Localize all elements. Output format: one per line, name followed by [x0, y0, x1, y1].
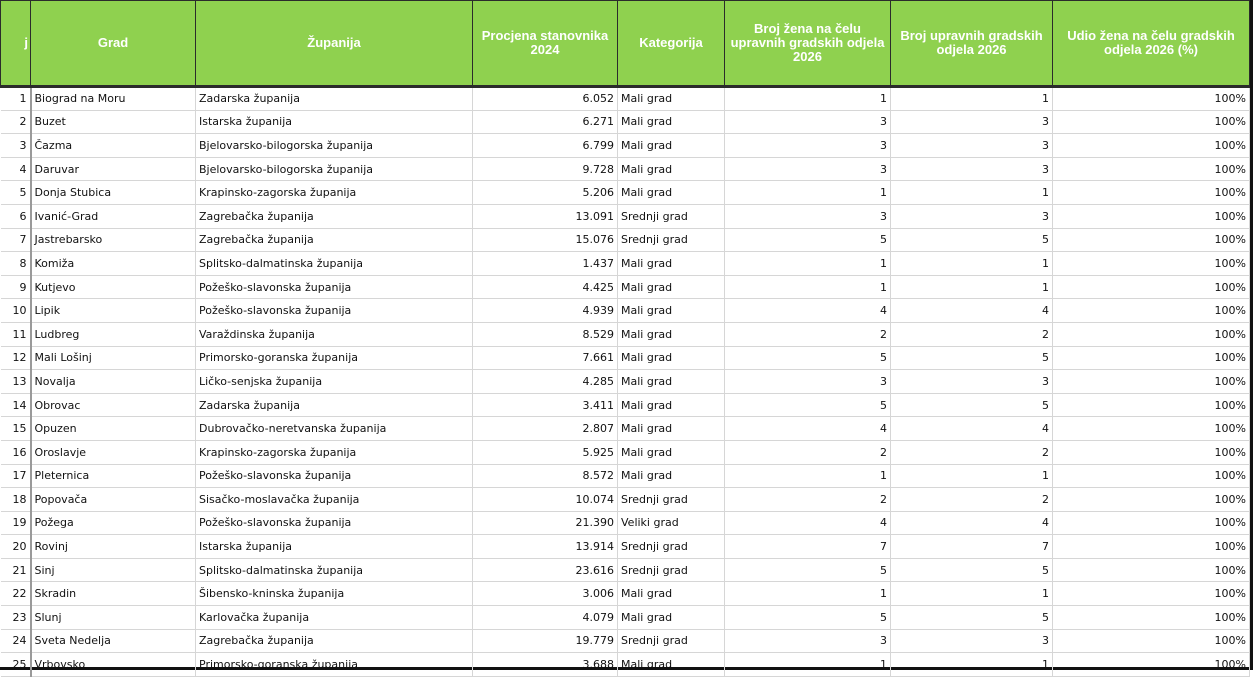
cell-broj-odjela[interactable]: 5: [891, 228, 1053, 252]
cell-zupanija[interactable]: Karlovačka županija: [196, 606, 473, 630]
cell-grad[interactable]: Daruvar: [31, 157, 196, 181]
column-header-rank[interactable]: j: [1, 1, 31, 87]
cell-udio[interactable]: 100%: [1053, 346, 1250, 370]
cell-udio[interactable]: 100%: [1053, 157, 1250, 181]
cell-broj-zena[interactable]: 5: [725, 393, 891, 417]
cell-udio[interactable]: 100%: [1053, 511, 1250, 535]
cell-udio[interactable]: 100%: [1053, 228, 1250, 252]
column-header-udio-zena[interactable]: Udio žena na čelu gradskih odjela 2026 (%): [1053, 1, 1250, 87]
column-header-procjena-stanovnika[interactable]: Procjena stanovnika 2024: [473, 1, 618, 87]
cell-zupanija[interactable]: Zagrebačka županija: [196, 204, 473, 228]
cell-broj-zena[interactable]: 7: [725, 535, 891, 559]
cell-kategorija[interactable]: Mali grad: [618, 252, 725, 276]
cell-procjena[interactable]: 8.529: [473, 322, 618, 346]
cell-broj-zena[interactable]: 5: [725, 606, 891, 630]
table-row: [1, 228, 1250, 252]
cell-zupanija[interactable]: Istarska županija: [196, 110, 473, 134]
cell-kategorija[interactable]: Srednji grad: [618, 629, 725, 653]
cell-procjena[interactable]: 5.925: [473, 440, 618, 464]
cell-kategorija[interactable]: Mali grad: [618, 464, 725, 488]
cell-udio[interactable]: 100%: [1053, 440, 1250, 464]
table-row: [1, 464, 1250, 488]
cell-broj-zena[interactable]: 1: [725, 464, 891, 488]
cell-broj-odjela[interactable]: 2: [891, 488, 1053, 512]
cell-broj-zena[interactable]: 1: [725, 87, 891, 111]
cell-kategorija[interactable]: Mali grad: [618, 653, 725, 677]
table-row: [1, 511, 1250, 535]
cell-udio[interactable]: 100%: [1053, 370, 1250, 394]
cell-kategorija[interactable]: Mali grad: [618, 440, 725, 464]
table-row: [1, 322, 1250, 346]
cell-grad[interactable]: Vrbovsko: [31, 653, 196, 677]
table-row: [1, 346, 1250, 370]
cell-udio[interactable]: 100%: [1053, 299, 1250, 323]
table-row: [1, 252, 1250, 276]
cell-udio[interactable]: 100%: [1053, 606, 1250, 630]
cell-grad[interactable]: Oroslavje: [31, 440, 196, 464]
cell-grad[interactable]: Ivanić-Grad: [31, 204, 196, 228]
cell-kategorija[interactable]: Mali grad: [618, 322, 725, 346]
cell-rank[interactable]: 25: [1, 653, 31, 677]
cell-broj-zena[interactable]: 2: [725, 322, 891, 346]
cell-broj-odjela[interactable]: 4: [891, 417, 1053, 441]
cell-udio[interactable]: 100%: [1053, 488, 1250, 512]
cell-rank[interactable]: 9: [1, 275, 31, 299]
cell-broj-zena[interactable]: 5: [725, 558, 891, 582]
table-row: [1, 157, 1250, 181]
cell-kategorija[interactable]: Srednji grad: [618, 488, 725, 512]
cell-grad[interactable]: Sveta Nedelja: [31, 629, 196, 653]
cell-grad[interactable]: Komiža: [31, 252, 196, 276]
cell-rank[interactable]: 1: [1, 87, 31, 111]
cell-broj-zena[interactable]: 2: [725, 488, 891, 512]
cell-procjena[interactable]: 15.076: [473, 228, 618, 252]
cell-broj-zena[interactable]: 3: [725, 204, 891, 228]
cell-broj-odjela[interactable]: 5: [891, 393, 1053, 417]
cell-rank[interactable]: 21: [1, 558, 31, 582]
cell-kategorija[interactable]: Mali grad: [618, 181, 725, 205]
cell-zupanija[interactable]: Ličko-senjska županija: [196, 370, 473, 394]
cell-zupanija[interactable]: Zagrebačka županija: [196, 629, 473, 653]
cell-zupanija[interactable]: Sisačko-moslavačka županija: [196, 488, 473, 512]
cell-procjena[interactable]: 13.091: [473, 204, 618, 228]
cell-procjena[interactable]: 4.079: [473, 606, 618, 630]
table-row: [1, 488, 1250, 512]
cell-broj-odjela[interactable]: 5: [891, 606, 1053, 630]
cell-grad[interactable]: Rovinj: [31, 535, 196, 559]
cell-kategorija[interactable]: Mali grad: [618, 299, 725, 323]
cell-rank[interactable]: 22: [1, 582, 31, 606]
cell-zupanija[interactable]: Zadarska županija: [196, 87, 473, 111]
cell-broj-odjela[interactable]: 2: [891, 440, 1053, 464]
cell-udio[interactable]: 100%: [1053, 87, 1250, 111]
cell-broj-odjela[interactable]: 1: [891, 275, 1053, 299]
cell-procjena[interactable]: 9.728: [473, 157, 618, 181]
cell-broj-zena[interactable]: 3: [725, 134, 891, 158]
column-header-zupanija[interactable]: Županija: [196, 1, 473, 87]
cell-grad[interactable]: Slunj: [31, 606, 196, 630]
header-row: [1, 1, 1250, 87]
cell-kategorija[interactable]: Srednji grad: [618, 558, 725, 582]
table-row: [1, 181, 1250, 205]
cell-zupanija[interactable]: Požeško-slavonska županija: [196, 299, 473, 323]
cell-zupanija[interactable]: Krapinsko-zagorska županija: [196, 181, 473, 205]
cell-broj-zena[interactable]: 3: [725, 110, 891, 134]
cell-broj-zena[interactable]: 5: [725, 346, 891, 370]
cell-zupanija[interactable]: Dubrovačko-neretvanska županija: [196, 417, 473, 441]
cell-udio[interactable]: 100%: [1053, 275, 1250, 299]
cell-broj-zena[interactable]: 3: [725, 629, 891, 653]
table-row: [1, 582, 1250, 606]
cell-procjena[interactable]: 7.661: [473, 346, 618, 370]
cell-procjena[interactable]: 2.807: [473, 417, 618, 441]
cell-procjena[interactable]: 3.006: [473, 582, 618, 606]
cell-procjena[interactable]: 10.074: [473, 488, 618, 512]
cell-kategorija[interactable]: Mali grad: [618, 110, 725, 134]
cell-rank[interactable]: 2: [1, 110, 31, 134]
cell-zupanija[interactable]: Požeško-slavonska županija: [196, 275, 473, 299]
cell-grad[interactable]: Kutjevo: [31, 275, 196, 299]
cell-procjena[interactable]: 1.437: [473, 252, 618, 276]
cell-kategorija[interactable]: Mali grad: [618, 417, 725, 441]
cell-udio[interactable]: 100%: [1053, 417, 1250, 441]
cell-udio[interactable]: 100%: [1053, 204, 1250, 228]
cell-grad[interactable]: Buzet: [31, 110, 196, 134]
cell-kategorija[interactable]: Mali grad: [618, 582, 725, 606]
column-header-broj-odjela[interactable]: Broj upravnih gradskih odjela 2026: [891, 1, 1053, 87]
column-header-broj-zena[interactable]: Broj žena na čelu upravnih gradskih odjela 2026: [725, 1, 891, 87]
cell-grad[interactable]: Skradin: [31, 582, 196, 606]
cell-grad[interactable]: Lipik: [31, 299, 196, 323]
cell-udio[interactable]: 100%: [1053, 181, 1250, 205]
table-row: [1, 393, 1250, 417]
cell-grad[interactable]: Mali Lošinj: [31, 346, 196, 370]
cell-zupanija[interactable]: Istarska županija: [196, 535, 473, 559]
table-row: [1, 87, 1250, 111]
cell-grad[interactable]: Pleternica: [31, 464, 196, 488]
cell-rank[interactable]: 13: [1, 370, 31, 394]
cell-grad[interactable]: Biograd na Moru: [31, 87, 196, 111]
cell-procjena[interactable]: 6.052: [473, 87, 618, 111]
cell-rank[interactable]: 7: [1, 228, 31, 252]
cell-rank[interactable]: 15: [1, 417, 31, 441]
cell-procjena[interactable]: 3.411: [473, 393, 618, 417]
cell-rank[interactable]: 24: [1, 629, 31, 653]
cell-zupanija[interactable]: Bjelovarsko-bilogorska županija: [196, 134, 473, 158]
cell-kategorija[interactable]: Mali grad: [618, 87, 725, 111]
cell-udio[interactable]: 100%: [1053, 252, 1250, 276]
cell-zupanija[interactable]: Požeško-slavonska županija: [196, 464, 473, 488]
cell-procjena[interactable]: 4.939: [473, 299, 618, 323]
cell-procjena[interactable]: 5.206: [473, 181, 618, 205]
table-body: [1, 87, 1250, 677]
table-row: [1, 653, 1250, 677]
cell-grad[interactable]: Donja Stubica: [31, 181, 196, 205]
cell-udio[interactable]: 100%: [1053, 629, 1250, 653]
cell-udio[interactable]: 100%: [1053, 464, 1250, 488]
cell-rank[interactable]: 4: [1, 157, 31, 181]
cell-udio[interactable]: 100%: [1053, 110, 1250, 134]
cell-udio[interactable]: 100%: [1053, 322, 1250, 346]
cell-procjena[interactable]: 8.572: [473, 464, 618, 488]
cell-rank[interactable]: 10: [1, 299, 31, 323]
cell-procjena[interactable]: 4.285: [473, 370, 618, 394]
cell-rank[interactable]: 14: [1, 393, 31, 417]
table-row: [1, 606, 1250, 630]
cell-broj-odjela[interactable]: 1: [891, 653, 1053, 677]
cell-rank[interactable]: 8: [1, 252, 31, 276]
cell-zupanija[interactable]: Zagrebačka županija: [196, 228, 473, 252]
cell-grad[interactable]: Čazma: [31, 134, 196, 158]
table-row: [1, 134, 1250, 158]
cell-broj-odjela[interactable]: 1: [891, 252, 1053, 276]
cell-broj-odjela[interactable]: 3: [891, 110, 1053, 134]
cell-udio[interactable]: 100%: [1053, 558, 1250, 582]
cell-procjena[interactable]: 6.271: [473, 110, 618, 134]
cell-kategorija[interactable]: Mali grad: [618, 346, 725, 370]
cell-broj-odjela[interactable]: 1: [891, 464, 1053, 488]
cell-kategorija[interactable]: Veliki grad: [618, 511, 725, 535]
cell-kategorija[interactable]: Srednji grad: [618, 535, 725, 559]
cell-broj-odjela[interactable]: 3: [891, 629, 1053, 653]
cell-udio[interactable]: 100%: [1053, 535, 1250, 559]
cell-broj-zena[interactable]: 1: [725, 252, 891, 276]
column-header-grad[interactable]: Grad: [31, 1, 196, 87]
cell-broj-odjela[interactable]: 2: [891, 322, 1053, 346]
cell-procjena[interactable]: 3.688: [473, 653, 618, 677]
table-row: [1, 535, 1250, 559]
cell-procjena[interactable]: 4.425: [473, 275, 618, 299]
cell-broj-odjela[interactable]: 7: [891, 535, 1053, 559]
cell-rank[interactable]: 23: [1, 606, 31, 630]
cell-broj-zena[interactable]: 4: [725, 299, 891, 323]
cell-rank[interactable]: 18: [1, 488, 31, 512]
cell-kategorija[interactable]: Srednji grad: [618, 204, 725, 228]
cell-kategorija[interactable]: Mali grad: [618, 606, 725, 630]
cell-zupanija[interactable]: Splitsko-dalmatinska županija: [196, 558, 473, 582]
cell-zupanija[interactable]: Zadarska županija: [196, 393, 473, 417]
cell-broj-zena[interactable]: 1: [725, 653, 891, 677]
cell-procjena[interactable]: 13.914: [473, 535, 618, 559]
cell-kategorija[interactable]: Mali grad: [618, 134, 725, 158]
cell-broj-odjela[interactable]: 5: [891, 346, 1053, 370]
cell-rank[interactable]: 20: [1, 535, 31, 559]
cell-zupanija[interactable]: Splitsko-dalmatinska županija: [196, 252, 473, 276]
cell-zupanija[interactable]: Varaždinska županija: [196, 322, 473, 346]
cell-broj-odjela[interactable]: 1: [891, 181, 1053, 205]
cell-broj-zena[interactable]: 3: [725, 157, 891, 181]
column-header-kategorija[interactable]: Kategorija: [618, 1, 725, 87]
cell-udio[interactable]: 100%: [1053, 134, 1250, 158]
cell-kategorija[interactable]: Mali grad: [618, 157, 725, 181]
cell-broj-zena[interactable]: 5: [725, 228, 891, 252]
cell-broj-zena[interactable]: 1: [725, 582, 891, 606]
cell-broj-zena[interactable]: 2: [725, 440, 891, 464]
cell-rank[interactable]: 12: [1, 346, 31, 370]
cell-broj-odjela[interactable]: 1: [891, 582, 1053, 606]
cell-broj-odjela[interactable]: 5: [891, 558, 1053, 582]
cell-broj-odjela[interactable]: 4: [891, 299, 1053, 323]
table-row: [1, 417, 1250, 441]
cell-procjena[interactable]: 23.616: [473, 558, 618, 582]
cell-zupanija[interactable]: Primorsko-goranska županija: [196, 653, 473, 677]
cell-grad[interactable]: Jastrebarsko: [31, 228, 196, 252]
cell-grad[interactable]: Ludbreg: [31, 322, 196, 346]
cell-zupanija[interactable]: Primorsko-goranska županija: [196, 346, 473, 370]
cell-zupanija[interactable]: Krapinsko-zagorska županija: [196, 440, 473, 464]
cell-rank[interactable]: 11: [1, 322, 31, 346]
cell-broj-zena[interactable]: 1: [725, 275, 891, 299]
table-row: [1, 299, 1250, 323]
table-row: [1, 370, 1250, 394]
cell-udio[interactable]: 100%: [1053, 653, 1250, 677]
cell-broj-zena[interactable]: 3: [725, 370, 891, 394]
cell-broj-odjela[interactable]: 3: [891, 204, 1053, 228]
cell-rank[interactable]: 19: [1, 511, 31, 535]
cell-broj-odjela[interactable]: 4: [891, 511, 1053, 535]
cell-broj-odjela[interactable]: 3: [891, 134, 1053, 158]
cell-broj-odjela[interactable]: 3: [891, 157, 1053, 181]
cell-rank[interactable]: 17: [1, 464, 31, 488]
cell-procjena[interactable]: 21.390: [473, 511, 618, 535]
cell-grad[interactable]: Požega: [31, 511, 196, 535]
cell-procjena[interactable]: 6.799: [473, 134, 618, 158]
cell-rank[interactable]: 16: [1, 440, 31, 464]
cell-kategorija[interactable]: Mali grad: [618, 393, 725, 417]
cell-zupanija[interactable]: Šibensko-kninska županija: [196, 582, 473, 606]
cell-grad[interactable]: Novalja: [31, 370, 196, 394]
cell-broj-zena[interactable]: 4: [725, 511, 891, 535]
cell-kategorija[interactable]: Srednji grad: [618, 228, 725, 252]
cell-grad[interactable]: Sinj: [31, 558, 196, 582]
cell-udio[interactable]: 100%: [1053, 393, 1250, 417]
cell-rank[interactable]: 3: [1, 134, 31, 158]
cell-grad[interactable]: Obrovac: [31, 393, 196, 417]
cell-broj-zena[interactable]: 4: [725, 417, 891, 441]
cell-broj-odjela[interactable]: 1: [891, 87, 1053, 111]
cell-broj-zena[interactable]: 1: [725, 181, 891, 205]
cell-grad[interactable]: Opuzen: [31, 417, 196, 441]
cell-zupanija[interactable]: Bjelovarsko-bilogorska županija: [196, 157, 473, 181]
cell-procjena[interactable]: 19.779: [473, 629, 618, 653]
cell-udio[interactable]: 100%: [1053, 582, 1250, 606]
cell-zupanija[interactable]: Požeško-slavonska županija: [196, 511, 473, 535]
cell-grad[interactable]: Popovača: [31, 488, 196, 512]
table-row: [1, 558, 1250, 582]
table-row: [1, 440, 1250, 464]
table-row: [1, 629, 1250, 653]
table-row: [1, 110, 1250, 134]
cell-kategorija[interactable]: Mali grad: [618, 370, 725, 394]
cell-broj-odjela[interactable]: 3: [891, 370, 1053, 394]
cell-rank[interactable]: 5: [1, 181, 31, 205]
table-row: [1, 275, 1250, 299]
table-row: [1, 204, 1250, 228]
cell-rank[interactable]: 6: [1, 204, 31, 228]
cell-kategorija[interactable]: Mali grad: [618, 275, 725, 299]
